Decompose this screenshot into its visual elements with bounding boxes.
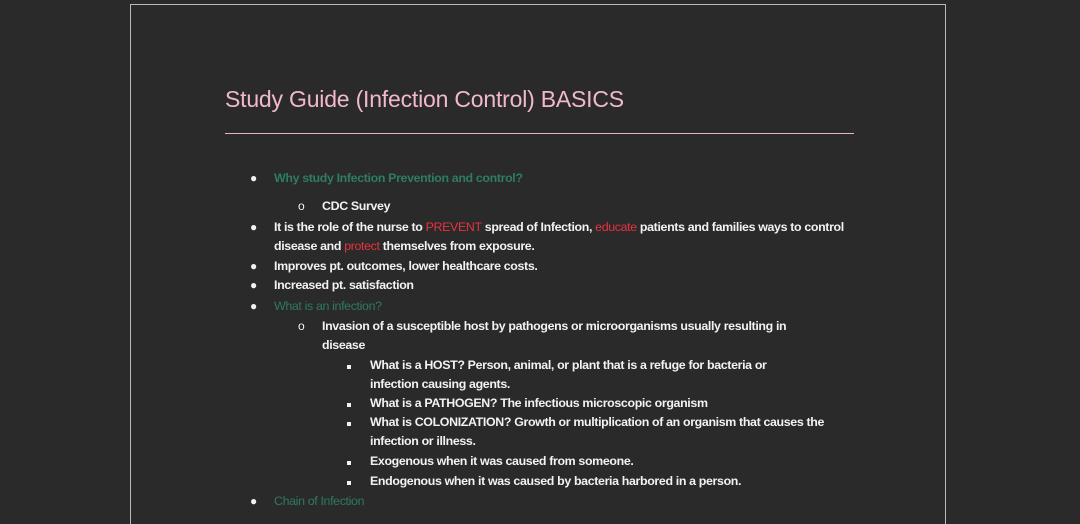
list-item-colonization: What is COLONIZATION? Growth or multiplication of an organism that causes the infection or illness.	[370, 415, 825, 448]
role-text: spread of Infection,	[481, 220, 596, 234]
heading-why-study: Why study Infection Prevention and control?	[274, 171, 523, 185]
emphasis-protect: protect	[344, 239, 380, 253]
bullet-icon: ●	[250, 299, 258, 313]
bullet-icon: ●	[250, 220, 258, 234]
bullet-icon: ●	[250, 171, 258, 185]
circle-bullet-icon: o	[298, 319, 305, 333]
bullet-icon: ●	[250, 278, 258, 292]
list-item-pathogen: What is a PATHOGEN? The infectious microscopic organism	[370, 396, 708, 410]
list-item-improves: Improves pt. outcomes, lower healthcare costs.	[274, 259, 538, 273]
role-text: patients and families ways to control disease and	[274, 220, 844, 253]
list-item-cdc: CDC Survey	[322, 199, 391, 213]
title-underline	[225, 133, 854, 134]
list-item-role	[274, 218, 849, 256]
list-item-invasion: Invasion of a susceptible host by pathogens or microorganisms usually resulting in disease	[322, 319, 787, 352]
square-bullet-icon	[347, 356, 351, 375]
list-item-endogenous: Endogenous when it was caused by bacteria harbored in a person.	[370, 474, 742, 488]
bullet-icon: ●	[250, 259, 258, 273]
emphasis-educate: educate	[595, 220, 637, 234]
square-bullet-icon	[347, 472, 351, 491]
heading-what-infection: What is an infection?	[274, 299, 382, 313]
page-title: Study Guide (Infection Control) BASICS	[225, 86, 624, 112]
list-item-satisfaction: Increased pt. satisfaction	[274, 278, 414, 292]
square-bullet-icon	[347, 413, 351, 432]
emphasis-prevent: PREVENT	[425, 220, 482, 234]
role-text: themselves from exposure.	[379, 239, 535, 253]
bullet-icon: ●	[250, 494, 258, 508]
circle-bullet-icon: o	[298, 199, 305, 213]
heading-chain-infection: Chain of Infection	[274, 494, 365, 508]
role-text: It is the role of the nurse to	[274, 220, 426, 234]
list-item-exogenous: Exogenous when it was caused from someone.	[370, 454, 634, 468]
square-bullet-icon	[347, 452, 351, 471]
square-bullet-icon	[347, 394, 351, 413]
list-item-host: What is a HOST? Person, animal, or plant that is a refuge for bacteria or infection causing agents.	[370, 358, 767, 391]
